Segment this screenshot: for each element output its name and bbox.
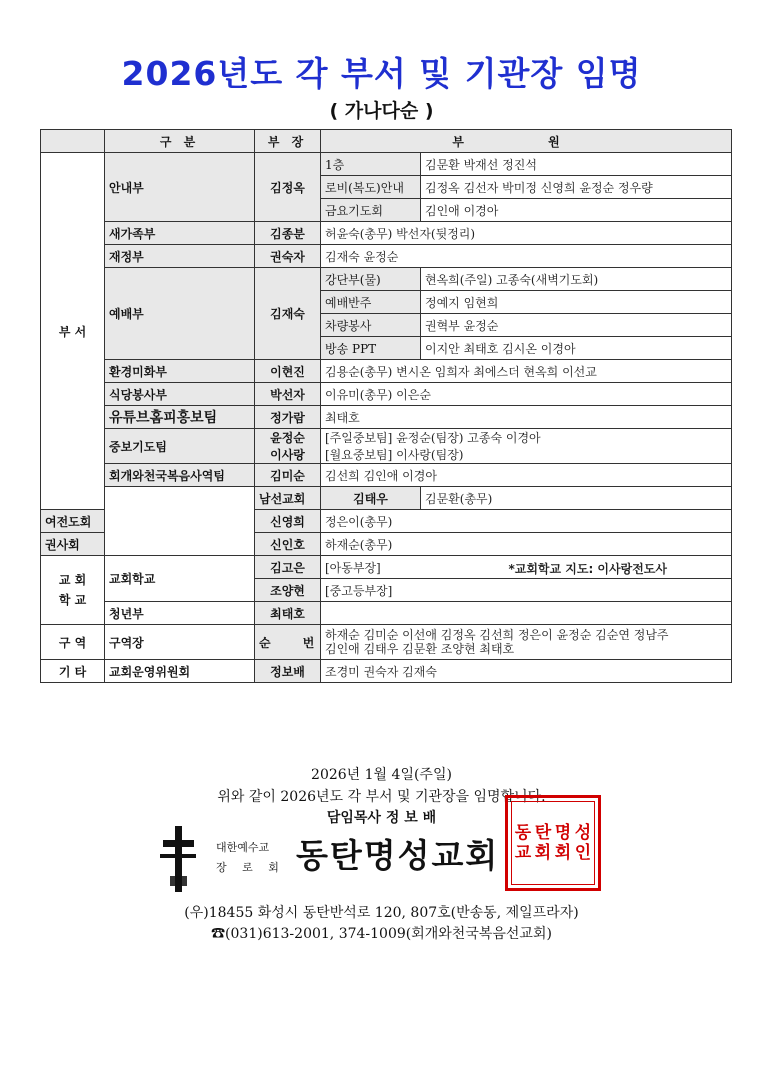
members-jaejeong: 김재숙 윤정순 xyxy=(321,245,732,268)
section-gyohoehakgyo xyxy=(41,556,105,625)
guyeokjang-line-1: 하재순 김미순 이선애 김정옥 김선희 정은이 윤정순 김순연 정남주 xyxy=(325,628,669,642)
school-note: *교회학교 지도: 이사랑전도사 xyxy=(508,562,667,576)
table-row xyxy=(41,222,732,245)
members-namseon: 김문환(총무) xyxy=(421,487,732,510)
sub-label: 금요기도회 xyxy=(321,199,421,222)
dept-unyoung: 교회운영위원회 xyxy=(105,660,255,683)
members-yeojeondo: 정은이(총무) xyxy=(321,510,732,533)
dept-gyohoehakgyo: 교회학교 xyxy=(105,556,255,602)
table-row xyxy=(41,383,732,406)
table-row xyxy=(41,660,732,683)
members-hoegae: 김선희 김인애 이경아 xyxy=(321,464,732,487)
header-blank xyxy=(41,130,105,153)
dept-youtube: 유튜브홈피홍보팀 xyxy=(105,406,255,429)
members-gyohoehakgyo-2: [중고등부장] xyxy=(321,579,732,602)
section-gita: 기 타 xyxy=(41,660,105,683)
sub-members: 김문환 박재선 정진석 xyxy=(421,153,732,176)
members-unyoung: 조경미 권숙자 김재숙 xyxy=(321,660,732,683)
dept-hwangyeong: 환경미화부 xyxy=(105,360,255,383)
head-jaejeong: 권숙자 xyxy=(255,245,321,268)
head-sikdang: 박선자 xyxy=(255,383,321,406)
sub-label: 방송 PPT xyxy=(321,337,421,360)
head-namseon: 김태우 xyxy=(321,487,421,510)
church-address: (우)18455 화성시 동탄반석로 120, 807호(반송동, 제일프라자) xyxy=(184,905,579,921)
dept-hoegae: 회개와천국복음사역팀 xyxy=(105,464,255,487)
sub-label: 강단부(물) xyxy=(321,268,421,291)
head-yebae: 김재숙 xyxy=(255,268,321,360)
church-name: 동탄명성교회 xyxy=(296,836,500,875)
head-guyeokjang: 순 번 xyxy=(255,625,321,660)
dept-gwonsa: 권사회 xyxy=(41,533,105,556)
dept-namseon: 남선교회 xyxy=(255,487,321,510)
head-unyoung: 정보배 xyxy=(255,660,321,683)
dept-jaejeong: 재정부 xyxy=(105,245,255,268)
members-jungbo-2: [월요중보팀] 이사랑(팀장) xyxy=(321,446,732,464)
table-row xyxy=(41,360,732,383)
appointment-date: 2026년 1월 4일(주일) xyxy=(311,767,452,783)
sub-members: 정예지 임현희 xyxy=(421,291,732,314)
header-category: 구 분 xyxy=(105,130,255,153)
table-row xyxy=(41,153,732,176)
seal-inner: 동 탄 명 성 교 회 회 인 xyxy=(511,801,595,885)
section-gyohoe-label: 교 회 xyxy=(58,573,87,587)
dept-saegajok: 새가족부 xyxy=(105,222,255,245)
members-cheongnyeon xyxy=(321,602,732,625)
dept-jungbo: 중보기도팀 xyxy=(105,429,255,464)
dept-yeojeondo: 여전도회 xyxy=(41,510,105,533)
dept-cheongnyeon: 청년부 xyxy=(105,602,255,625)
members-youtube: 최태호 xyxy=(321,406,732,429)
church-phone: ☎(031)613-2001, 374-1009(회개와천국복음선교회) xyxy=(211,926,552,942)
sub-label: 1층 xyxy=(321,153,421,176)
section-buseo: 부 서 xyxy=(41,153,105,510)
table-row xyxy=(41,429,732,447)
sub-label: 차량봉사 xyxy=(321,314,421,337)
members-gwonsa: 하재순(총무) xyxy=(321,533,732,556)
head-gyohoehakgyo-1: 김고은 xyxy=(255,556,321,579)
page-title: 2026년도 각 부서 및 기관장 임명 xyxy=(121,54,642,93)
table-row xyxy=(41,602,732,625)
sub-members: 김인애 이경아 xyxy=(421,199,732,222)
header-members: 부 원 xyxy=(321,130,732,153)
head-hwangyeong: 이현진 xyxy=(255,360,321,383)
table-row xyxy=(41,487,732,510)
table-row xyxy=(41,556,732,579)
denomination-line-2: 장 로 회 xyxy=(216,861,285,874)
table-row xyxy=(41,464,732,487)
head-youtube: 정가람 xyxy=(255,406,321,429)
head-gwonsa: 신인호 xyxy=(255,533,321,556)
head-yeojeondo: 신영희 xyxy=(255,510,321,533)
head-annae: 김정옥 xyxy=(255,153,321,222)
members-jungbo-1: [주일중보팀] 윤정순(팀장) 고종숙 이경아 xyxy=(321,429,732,447)
members-guyeokjang xyxy=(321,625,732,660)
sub-members: 현옥희(주일) 고종숙(새벽기도회) xyxy=(421,268,732,291)
dept-sikdang: 식당봉사부 xyxy=(105,383,255,406)
table-header-row xyxy=(41,130,732,153)
members-saegajok: 허윤숙(총무) 박선자(뒷정리) xyxy=(321,222,732,245)
table-row xyxy=(41,268,732,291)
head-saegajok: 김종분 xyxy=(255,222,321,245)
church-seal-icon xyxy=(505,795,601,891)
pastor-name: 담임목사 정 보 배 xyxy=(326,810,437,826)
denomination-line-1: 대한예수교 xyxy=(216,841,270,854)
dept-annae: 안내부 xyxy=(105,153,255,222)
sub-label: 예배반주 xyxy=(321,291,421,314)
members-gyohoehakgyo-1 xyxy=(321,556,732,579)
head-jungbo-1: 윤정순 xyxy=(255,429,321,447)
denomination xyxy=(216,838,285,878)
members-sikdang: 이유미(총무) 이은순 xyxy=(321,383,732,406)
section-hakgyo-label: 학 교 xyxy=(58,593,87,607)
page-subtitle: ( 가나다순 ) xyxy=(329,100,434,122)
head-jungbo-2: 이사랑 xyxy=(255,446,321,464)
head-hoegae: 김미순 xyxy=(255,464,321,487)
table-row xyxy=(41,406,732,429)
section-guyeok: 구 역 xyxy=(41,625,105,660)
table-row xyxy=(41,245,732,268)
sub-label: 로비(복도)안내 xyxy=(321,176,421,199)
sub-members: 김정옥 김선자 박미정 신영희 윤정순 정우량 xyxy=(421,176,732,199)
dept-guyeokjang: 구역장 xyxy=(105,625,255,660)
cross-logo-icon xyxy=(160,826,196,892)
head-cheongnyeon: 최태호 xyxy=(255,602,321,625)
appointment-table xyxy=(40,129,732,683)
sub-members: 이지안 최태호 김시온 이경아 xyxy=(421,337,732,360)
dept-yebae: 예배부 xyxy=(105,268,255,360)
appointment-statement: 위와 같이 2026년도 각 부서 및 기관장을 임명합니다. xyxy=(217,789,546,805)
sub-members: 권혁부 윤정순 xyxy=(421,314,732,337)
table-row xyxy=(41,625,732,660)
head-gyohoehakgyo-2: 조양현 xyxy=(255,579,321,602)
role-children: [아동부장] xyxy=(325,560,381,575)
section-gwan-blank xyxy=(105,487,255,556)
members-hwangyeong: 김용순(총무) 변시온 임희자 최에스더 현옥희 이선교 xyxy=(321,360,732,383)
guyeokjang-line-2: 김인애 김태우 김문환 조양현 최태호 xyxy=(325,642,515,656)
header-head: 부 장 xyxy=(255,130,321,153)
